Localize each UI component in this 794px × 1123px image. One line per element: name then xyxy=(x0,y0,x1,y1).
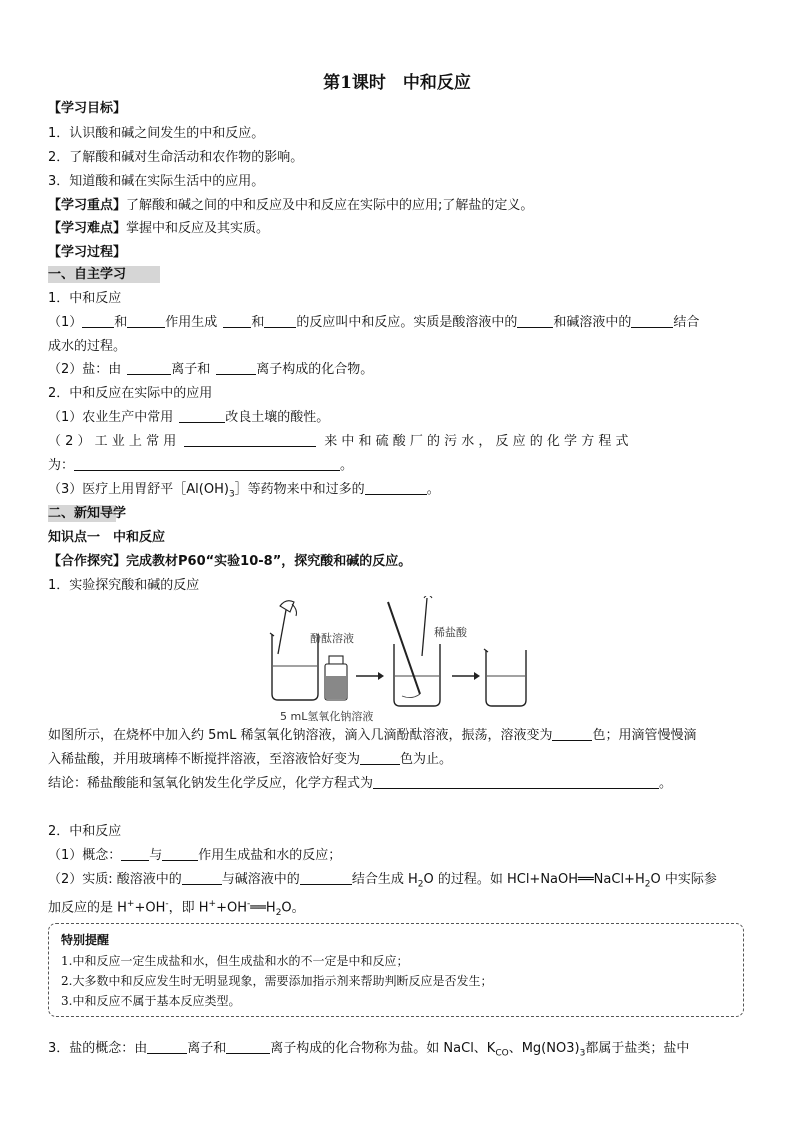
text: O 中实际参 xyxy=(650,872,717,887)
subscript: CO xyxy=(495,1048,509,1059)
question-line xyxy=(48,481,440,504)
question-line xyxy=(48,361,373,379)
experiment-description xyxy=(48,727,696,745)
question-line xyxy=(48,409,329,427)
beaker-icon xyxy=(388,596,440,706)
section1-header: 一、自主学习 xyxy=(48,267,127,282)
text: （1）概念： xyxy=(48,848,122,863)
knowledge-point-title: 知识点一 中和反应 xyxy=(48,530,166,545)
text: +OH xyxy=(216,900,247,916)
text: +OH xyxy=(134,900,166,916)
question-heading: 2．中和反应 xyxy=(48,824,122,839)
key-point-text: 了解酸和碱之间的中和反应及中和反应在实际中的应用;了解盐的定义。 xyxy=(126,198,534,213)
text: （2）盐：由 xyxy=(48,362,122,377)
arrow-icon xyxy=(452,672,480,680)
answer-blank[interactable] xyxy=(226,1040,270,1054)
special-tip-box xyxy=(48,923,744,1017)
answer-blank[interactable] xyxy=(121,847,149,861)
section2-header: 二、新知导学 xyxy=(48,506,127,521)
question-line xyxy=(48,433,628,451)
text: （ 2 ） 工 业 上 常 用 xyxy=(48,434,177,449)
figure-caption: 5 mL氢氧化钠溶液 xyxy=(280,710,374,723)
indicator-bottle-icon xyxy=(325,656,347,700)
answer-blank[interactable] xyxy=(264,314,296,328)
experiment-figure xyxy=(262,596,542,726)
answer-blank[interactable] xyxy=(74,457,340,471)
answer-blank[interactable] xyxy=(517,314,553,328)
subscript: 3 xyxy=(228,489,235,500)
answer-blank[interactable] xyxy=(223,314,251,328)
text: 色为止。 xyxy=(400,752,453,767)
text: 作用生成盐和水的反应； xyxy=(198,848,342,863)
text: 、Mg(NO xyxy=(508,1041,567,1056)
text: 作用生成 xyxy=(165,315,218,330)
objectives-header: 【学习目标】 xyxy=(48,101,127,116)
tip-item: 1.中和反应一定生成盐和水，但生成盐和水的不一定是中和反应； xyxy=(61,954,409,968)
text: O。 xyxy=(281,900,305,916)
objective-item: 3．知道酸和碱在实际生活中的应用。 xyxy=(48,174,265,189)
text: 为： xyxy=(48,458,75,473)
coop-inquiry: 【合作探究】完成教材P60“实验10-8”，探究酸和碱的反应。 xyxy=(48,554,412,569)
process-header: 【学习过程】 xyxy=(48,245,127,260)
objective-item: 1．认识酸和碱之间发生的中和反应。 xyxy=(48,126,265,141)
text: 与 xyxy=(149,848,163,863)
text: ) xyxy=(574,1041,580,1056)
text: 和碱溶液中的 xyxy=(553,315,632,330)
text: 。 xyxy=(340,458,354,473)
question-heading: 1．中和反应 xyxy=(48,291,122,306)
answer-blank[interactable] xyxy=(127,314,165,328)
tip-header: 特别提醒 xyxy=(61,933,110,947)
question-line xyxy=(48,314,699,332)
text: （1）农业生产中常用 xyxy=(48,410,174,425)
text: 来 中 和 硫 酸 厂 的 污 水 ， 反 应 的 化 学 方 程 式 xyxy=(324,434,629,449)
text: ］等药物来中和过多的 xyxy=(234,482,365,497)
text: 和 xyxy=(251,315,265,330)
text: 的反应叫中和反应。实质是酸溶液中的 xyxy=(296,315,518,330)
acid-label: 稀盐酸 xyxy=(434,626,467,639)
text: 3．盐的概念：由 xyxy=(48,1041,148,1056)
page-title: 第1课时 中和反应 xyxy=(323,73,471,93)
salt-concept-line: 3．盐的概念：由 离子和 离子构成的化合物称为盐。如 NaCl、$K_{CO}$、$Mg(NO3)_3$都属于盐类；盐中 xyxy=(48,1041,690,1059)
text: 如图所示，在烧杯中加入约 5mL 稀氢氧化钠溶液，滴入几滴酚酞溶液，振荡，溶液变为 xyxy=(48,728,553,743)
experiment-description xyxy=(48,751,452,769)
arrow-icon xyxy=(356,672,384,680)
indicator-label: 酚酞溶液 xyxy=(310,632,354,645)
answer-blank[interactable] xyxy=(82,314,114,328)
tip-item: 2.大多数中和反应发生时无明显现象，需要添加指示剂来帮助判断反应是否发生； xyxy=(61,974,493,988)
text: 和 xyxy=(114,315,128,330)
difficulty-label: 【学习难点】 xyxy=(48,221,127,236)
text: 离子构成的化合物称为盐。如 NaCl、K xyxy=(270,1041,496,1056)
answer-blank[interactable] xyxy=(300,871,352,885)
text: 入稀盐酸，并用玻璃棒不断搅拌溶液，至溶液恰好变为 xyxy=(48,752,361,767)
text: O 的过程。如 HCl+NaOH══NaCl+H xyxy=(423,872,645,887)
text: 离子和 xyxy=(187,1041,227,1056)
text: 与碱溶液中的 xyxy=(221,872,300,887)
answer-blank[interactable] xyxy=(631,314,673,328)
difficulty-text: 掌握中和反应及其实质。 xyxy=(126,221,270,236)
answer-blank[interactable] xyxy=(552,727,592,741)
question-line: （2）实质: 酸溶液中的 与碱溶液中的 结合生成 $H_2O$ 的过程。如 $HCl+NaOH══NaCl+H_2O$ 中实际参 xyxy=(48,872,717,890)
text: 离子和 xyxy=(171,362,211,377)
question-line xyxy=(48,847,341,865)
text: （2）实质: 酸溶液中的 xyxy=(48,872,182,887)
answer-blank[interactable] xyxy=(162,847,198,861)
text: ，即 H xyxy=(168,900,209,916)
answer-blank[interactable] xyxy=(127,361,171,375)
difficulty-line xyxy=(48,220,269,238)
question-heading: 2．中和反应在实际中的应用 xyxy=(48,386,213,401)
conclusion-line xyxy=(48,775,672,793)
answer-blank[interactable] xyxy=(184,433,316,447)
answer-blank[interactable] xyxy=(365,481,427,495)
key-point-label: 【学习重点】 xyxy=(48,198,127,213)
answer-blank[interactable] xyxy=(147,1040,187,1054)
text: 加反应的是 H xyxy=(48,900,127,916)
text: 。 xyxy=(659,776,673,791)
answer-blank[interactable] xyxy=(182,871,222,885)
text: （3）医疗上用胃舒平［Al(OH) xyxy=(48,482,229,497)
objective-item: 2．了解酸和碱对生命活动和农作物的影响。 xyxy=(48,150,304,165)
tip-item: 3.中和反应不属于基本反应类型。 xyxy=(61,994,241,1008)
experiment-title: 1．实验探究酸和碱的反应 xyxy=(48,578,200,593)
answer-blank[interactable] xyxy=(216,361,256,375)
question-line: 加反应的是 H++OH-，即 $H^++OH^-══H_2O$。 xyxy=(48,899,305,918)
text: 结合生成 H xyxy=(351,872,418,887)
question-line xyxy=(48,457,353,475)
answer-blank[interactable] xyxy=(179,409,225,423)
beaker-icon xyxy=(484,649,526,706)
key-point-line xyxy=(48,197,533,215)
dropper-icon xyxy=(278,601,297,654)
text: 离子构成的化合物。 xyxy=(256,362,374,377)
text: 色；用滴管慢慢滴 xyxy=(592,728,697,743)
question-line: 成水的过程。 xyxy=(48,339,127,354)
text: ══H xyxy=(250,900,276,916)
answer-blank[interactable] xyxy=(373,775,659,789)
text: 结论：稀盐酸能和氢氧化钠发生化学反应，化学方程式为 xyxy=(48,776,374,791)
text: （1） xyxy=(48,315,83,330)
text: 都属于盐类；盐中 xyxy=(585,1041,690,1056)
text: 。 xyxy=(426,482,440,497)
text: 改良土壤的酸性。 xyxy=(225,410,330,425)
text: 结合 xyxy=(673,315,700,330)
answer-blank[interactable] xyxy=(360,751,400,765)
